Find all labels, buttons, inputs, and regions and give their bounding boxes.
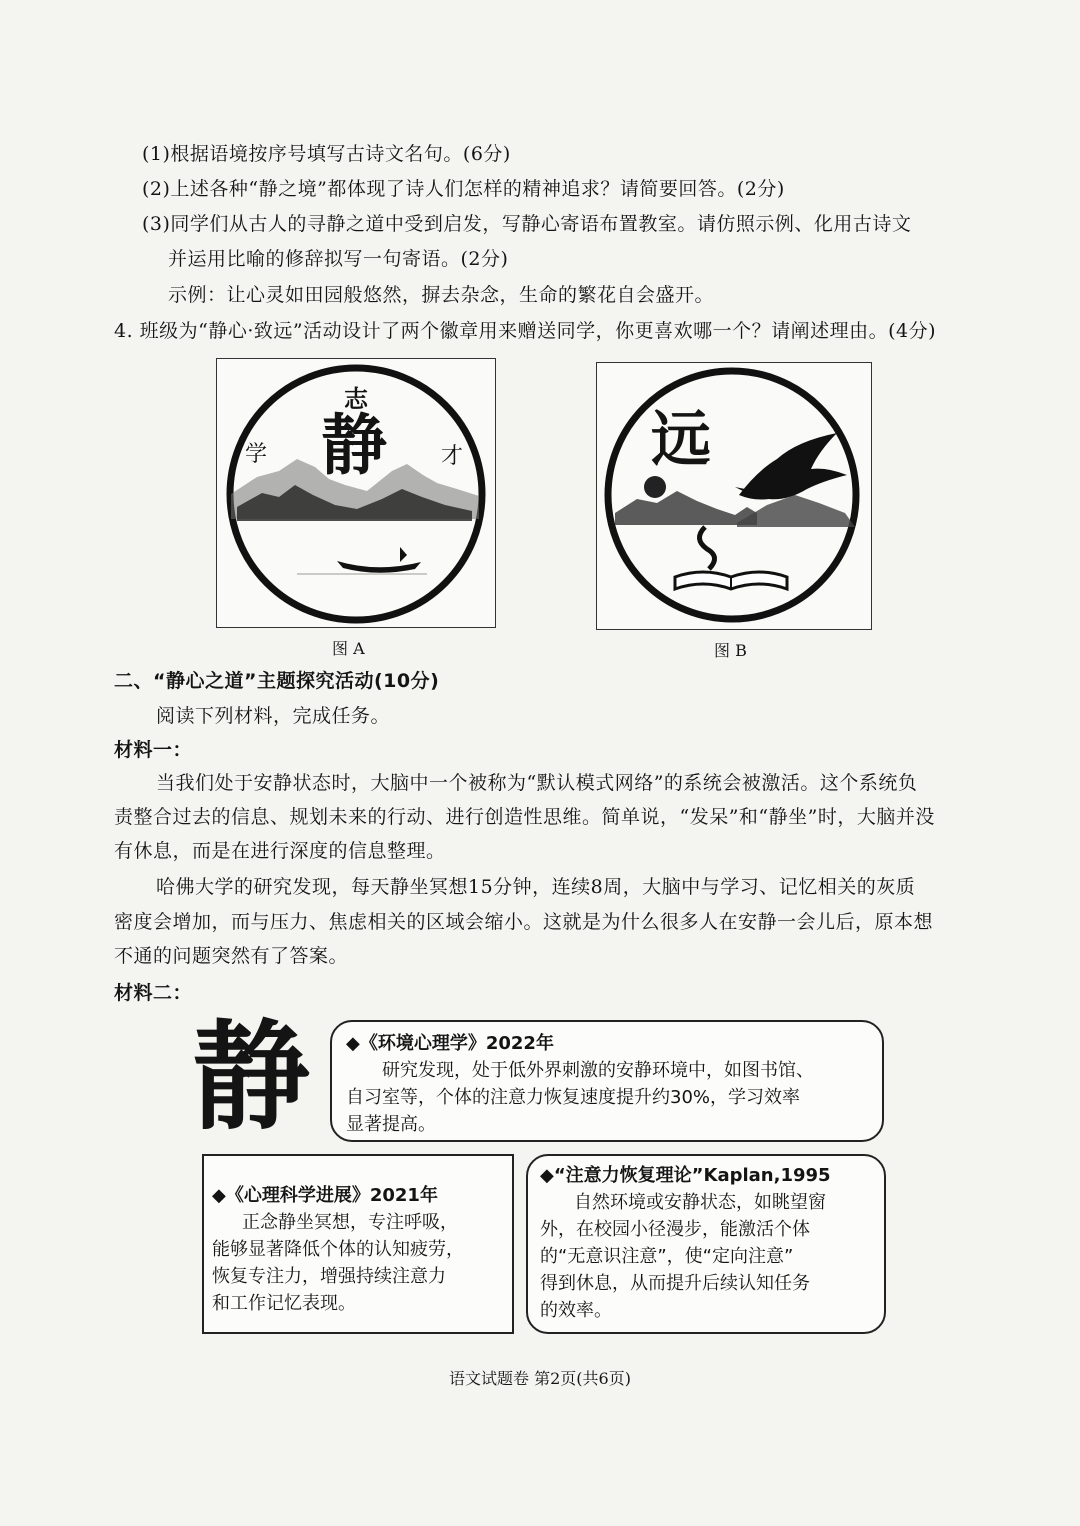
badge-b-caption: 图 B [714, 641, 747, 660]
badge-b-eagle [739, 433, 847, 500]
material1-line: 不通的问题突然有了答案。 [114, 945, 349, 967]
box3-line: 的“无意识注意”，使“定向注意” [540, 1246, 794, 1267]
badge-b-mountains-left [615, 491, 757, 525]
example-sentence: 示例：让心灵如田园般悠然，摒去杂念，生命的繁花自会盛开。 [168, 284, 715, 306]
box1-heading: ◆《环境心理学》2022年 [346, 1033, 554, 1054]
material2-label: 材料二： [114, 982, 193, 1004]
page-footer: 语文试题卷 第2页(共6页) [449, 1369, 631, 1388]
badge-a-main-char: 静 [321, 406, 387, 484]
material1-line: 当我们处于安静状态时，大脑中一个被称为“默认模式网络”的系统会被激活。这个系统负 [156, 772, 918, 794]
box3-line: 自然环境或安静状态，如眺望窗 [574, 1192, 826, 1213]
badge-a [216, 358, 496, 628]
box2-line: 正念静坐冥想，专注呼吸， [242, 1212, 458, 1233]
material1-line: 密度会增加，而与压力、焦虑相关的区域会缩小。这就是为什么很多人在安静一会儿后，原本想 [114, 911, 934, 933]
material1-label: 材料一： [114, 739, 193, 761]
section2-title: 二、“静心之道”主题探究活动(10分) [114, 670, 440, 692]
box3-line: 的效率。 [540, 1300, 612, 1321]
question-4: 4. 班级为“静心·致远”活动设计了两个徽章用来赠送同学，你更喜欢哪一个？请阐述理由。(4分) [114, 320, 937, 342]
box2-line: 和工作记忆表现。 [212, 1293, 356, 1314]
material2-box-psych-science [202, 1154, 514, 1334]
question-3-3-line2: 并运用比喻的修辞拟写一句寄语。(2分) [168, 248, 509, 270]
badge-a-boat [337, 561, 421, 573]
badge-a-boat-figure [400, 547, 407, 562]
question-3-2: (2)上述各种“静之境”都体现了诗人们怎样的精神追求？请简要回答。(2分) [142, 178, 785, 200]
badge-b-main-char: 远 [651, 405, 711, 475]
badge-a-caption: 图 A [332, 639, 365, 658]
material1-line: 责整合过去的信息、规划未来的行动、进行创造性思维。简单说，“发呆”和“静坐”时，大脑并没 [114, 806, 935, 828]
box2-heading: ◆《心理科学进展》2021年 [212, 1185, 438, 1206]
material1-line: 哈佛大学的研究发现，每天静坐冥想15分钟，连续8周，大脑中与学习、记忆相关的灰质 [156, 876, 916, 898]
badge-b-illustration [597, 363, 871, 629]
material1-line: 有休息，而是在进行深度的信息整理。 [114, 840, 446, 862]
material2-big-char: 静 [192, 1008, 307, 1146]
box1-line: 显著提高。 [346, 1114, 436, 1135]
badge-a-right-char: 才 [441, 444, 464, 469]
material2-box-attention-restoration [526, 1154, 886, 1334]
badge-b-path [699, 527, 714, 569]
section2-instruction: 阅读下列材料，完成任务。 [156, 705, 391, 727]
box3-line: 外，在校园小径漫步，能激活个体 [540, 1219, 810, 1240]
badge-a-top-char: 志 [344, 385, 368, 413]
question-3-1: (1)根据语境按序号填写古诗文名句。(6分) [142, 143, 511, 165]
badge-a-left-char: 学 [245, 442, 268, 467]
badge-b [596, 362, 872, 630]
box3-line: 得到休息，从而提升后续认知任务 [540, 1273, 810, 1294]
question-3-3-line1: (3)同学们从古人的寻静之道中受到启发，写静心寄语布置教室。请仿照示例、化用古诗文 [142, 213, 912, 235]
box1-line: 自习室等，个体的注意力恢复速度提升约30%，学习效率 [346, 1087, 801, 1108]
badge-b-mountains-right [737, 495, 855, 527]
box2-line: 能够显著降低个体的认知疲劳， [212, 1239, 464, 1260]
box2-line: 恢复专注力，增强持续注意力 [212, 1266, 446, 1287]
material2-box-environment-psychology [330, 1020, 884, 1142]
box1-line: 研究发现，处于低外界刺激的安静环境中，如图书馆、 [382, 1060, 814, 1081]
box3-heading: ◆“注意力恢复理论”Kaplan,1995 [540, 1165, 831, 1186]
badge-b-sun [644, 476, 666, 498]
